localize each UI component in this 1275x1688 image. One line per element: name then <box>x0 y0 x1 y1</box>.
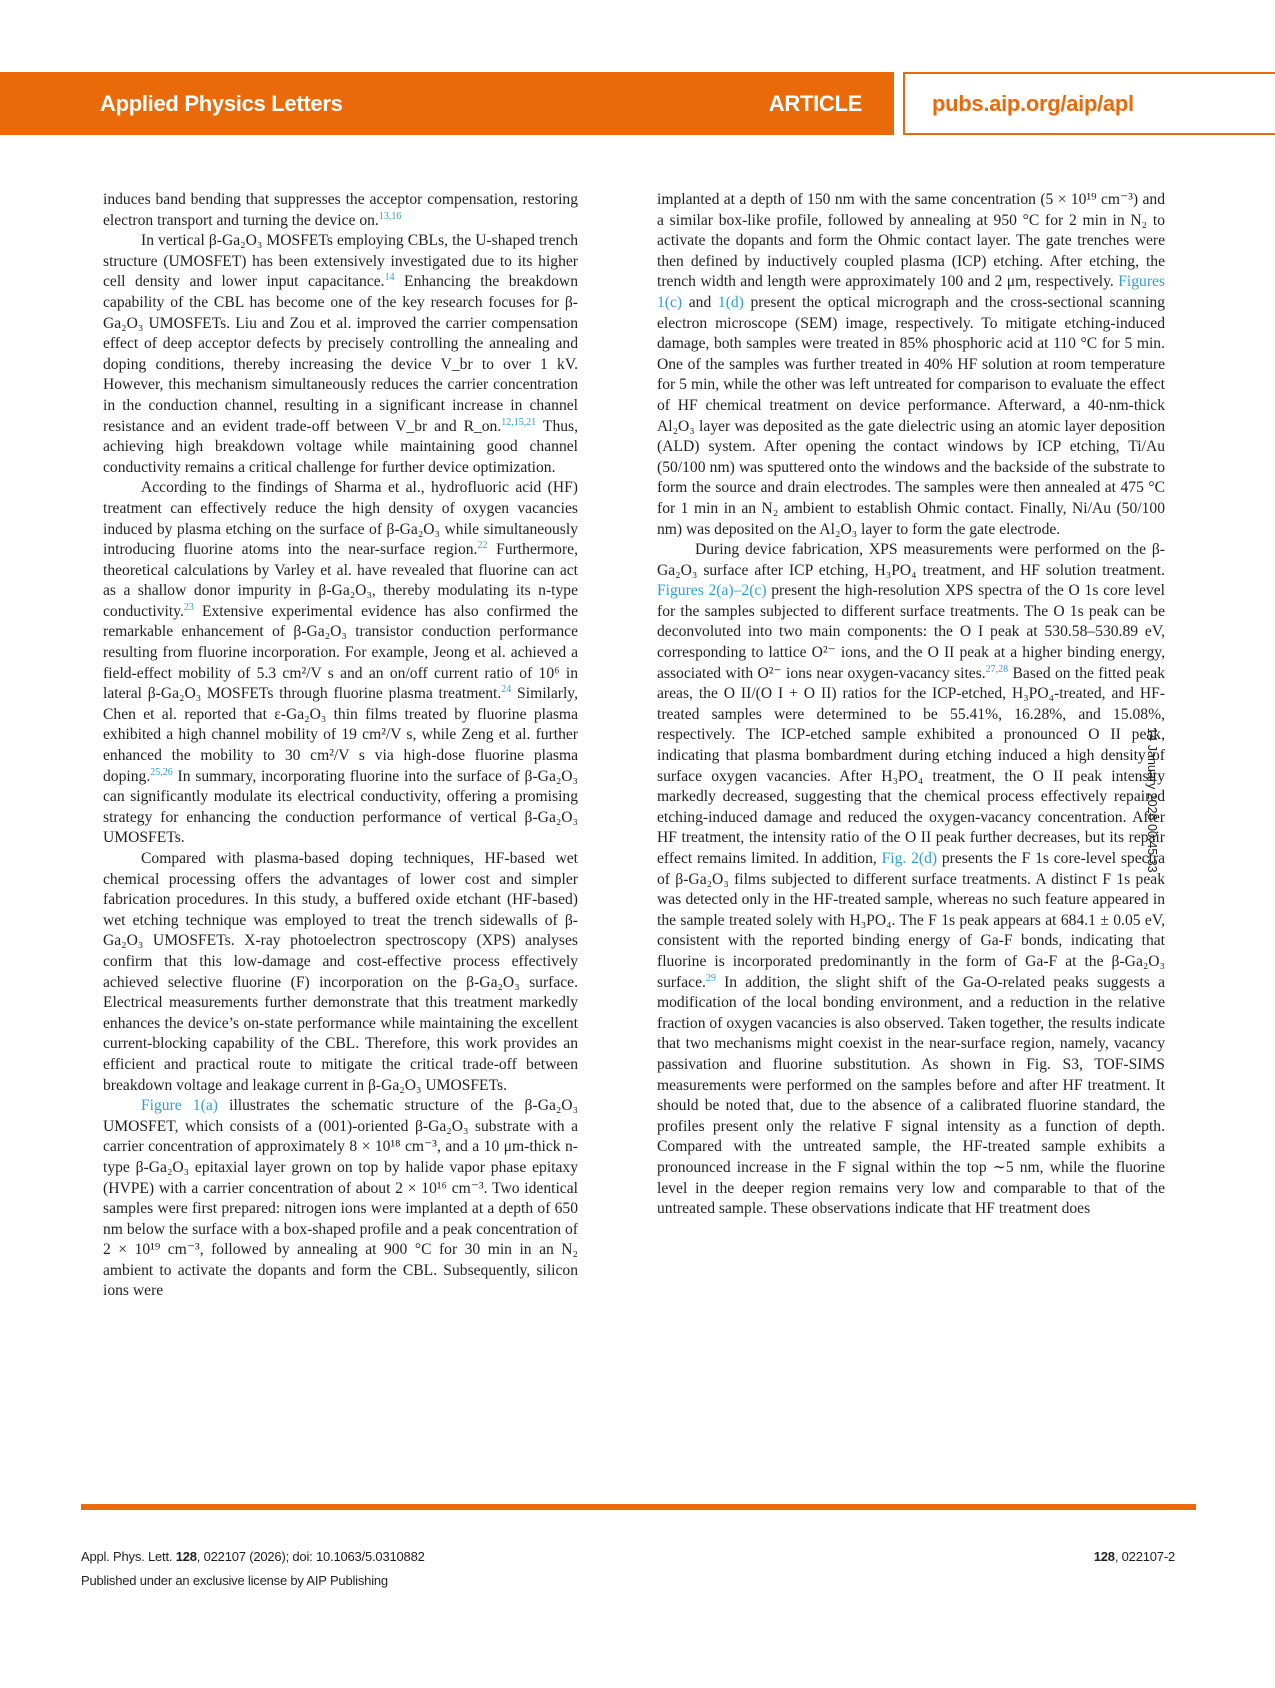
journal-url-box <box>903 72 1275 135</box>
paragraph-text: present the high-resolution XPS spectra of the O 1s core level for the samples subjected to different surface treatments. The O 1s peak can be deconvoluted into two main components: the O I peak at 530.58–530.89 eV, corresponding to lattice O²⁻ ions, and the O II peak at a higher binding energy, associated with O²⁻ ions near oxygen-vacancy sites. <box>657 582 1166 682</box>
paragraph-text: induces band bending that suppresses the acceptor compensation, restoring electron transport and turning the device on. <box>103 191 578 229</box>
paragraph-text: Based on the fitted peak areas, the O II/(O I + O II) ratios for the ICP-etched, H₃PO₄-treated, and HF-treated samples were determined to be 55.41%, 16.28%, and 15.08%, respectively. The ICP-etched sample exhibited a pronounced O II peak, indicating that plasma bombardment during etching induced a high density of surface oxygen vacancies. After H₃PO₄ treatment, the O II peak intensity markedly decreased, suggesting that the chemical process effectively repaired etching-induced damage and reduced the oxygen-vacancy concentration. After HF treatment, the intensity ratio of the O II peak further decreases, but its repair effect remains limited. In addition, <box>657 664 1165 867</box>
paragraph-text: In addition, the slight shift of the Ga-O-related peaks suggests a modification of the local bonding environment, and a reduction in the relative fraction of oxygen vacancies is also observed. Taken together, the results indicate that two mechanisms might coexist in the near-surface region, namely, vacancy passivation and fluorine substitution. As shown in Fig. S3, TOF-SIMS measurements were performed on the samples before and after HF treatment. It should be noted that, due to the absence of a calibrated fluorine standard, the profiles present only the relative F signal intensity as a function of depth. Compared with the untreated sample, the HF-treated sample exhibits a pronounced increase in the F signal within the top ∼5 nm, while the fluorine level in the deeper region remains very low and comparable to that of the untreated sample. These observations indicate that HF treatment does <box>657 973 1165 1218</box>
right-text-column <box>657 190 1165 1220</box>
paragraph-text: implanted at a depth of 150 nm with the same concentration (5 × 10¹⁹ cm⁻³) and a similar box-like profile, followed by annealing at 950 °C for 2 min in N₂ to activate the dopants and form the Ohmic contact layer. The gate trenches were then defined by inductively coupled plasma (ICP) etching. After etching, the trench width and length were approximately 100 and 2 μm, respectively. <box>657 191 1165 291</box>
citation-link[interactable]: 24 <box>501 684 512 696</box>
citation-link[interactable]: 22 <box>477 540 488 552</box>
paragraph-text: illustrates the schematic structure of the β-Ga₂O₃ UMOSFET, which consists of a (001)-oriented β-Ga₂O₃ substrate with a carrier concentration of approximately 8 × 10¹⁸ cm⁻³, and a 10 μm-thick n-type β-Ga₂O₃ epitaxial layer grown on top by halide vapor phase epitaxy (HVPE) with a carrier concentration of about 2 × 10¹⁶ cm⁻³. Two identical samples were first prepared: nitrogen ions were implanted at a depth of 650 nm below the surface with a box-shaped profile and a peak concentration of 2 × 10¹⁹ cm⁻³, followed by annealing at 900 °C for 30 min in an N₂ ambient to activate the dopants and form the CBL. Subsequently, silicon ions were <box>103 1097 579 1300</box>
paragraph <box>103 478 578 849</box>
citation-link[interactable]: 12,15,21 <box>501 416 537 428</box>
paragraph-text: In vertical β-Ga₂O₃ MOSFETs employing CBLs, the U-shaped trench structure (UMOSFET) has been extensively investigated due to its higher cell density and lower input capacitance. <box>103 232 578 291</box>
paragraph <box>103 231 578 478</box>
paragraph-text: Enhancing the breakdown capability of the CBL has become one of the key research focuses for β-Ga₂O₃ UMOSFETs. Liu and Zou et al. improved the carrier compensation effect of deep acceptor defects by precisely controlling the annealing and doping conditions, thereby increasing the device V_br to over 1 kV. However, this mechanism simultaneously reduces the carrier concentration in the conduction channel, resulting in a significant increase in channel resistance and an evident trade-off between V_br and R_on. <box>103 273 578 435</box>
paragraph <box>657 540 1165 1220</box>
figure-link[interactable]: Fig. 2(d) <box>881 850 938 867</box>
article-type-label: ARTICLE <box>768 91 862 116</box>
paragraph-text: Extensive experimental evidence has also confirmed the remarkable enhancement of β-Ga₂O₃ transistor conduction performance resulting from fluorine incorporation. For example, Jeong et al. achieved a field-effect mobility of 5.3 cm²/V s and an on/off current ratio of 10⁶ in lateral β-Ga₂O₃ MOSFETs through fluorine plasma treatment. <box>103 602 578 703</box>
paragraph-text: presents the F 1s core-level spectra of β-Ga₂O₃ films subjected to different surface treatments. A distinct F 1s peak was detected only in the HF-treated sample, whereas no such feature appeared in the sample treated solely with H₃PO₄. The F 1s peak appears at 684.1 ± 0.05 eV, consistent with the reported binding energy of Ga-F bonds, indicating that fluorine is incorporated predominantly in the form of Ga-F at the β-Ga₂O₃ surface. <box>657 850 1166 991</box>
citation-link[interactable]: 27,28 <box>985 663 1009 675</box>
paragraph-text: present the optical micrograph and the cross-sectional scanning electron microscope (SEM) image, respectively. To mitigate etching-induced damage, both samples were treated in 85% phosphoric acid at 110 °C for 5 min. One of the samples was further treated in 40% HF solution at room temperature for 5 min, while the other was left untreated for comparison to evaluate the effect of HF chemical treatment on device performance. Afterward, a 40-nm-thick Al₂O₃ layer was deposited as the gate dielectric using an atomic layer deposition (ALD) system. After opening the contact windows by ICP etching, Ti/Au (50/100 nm) was sputtered onto the windows and the backside of the substrate to form the source and drain electrodes. The samples were then annealed at 475 °C for 1 min in an N₂ ambient to establish Ohmic contact. Finally, Ni/Au (50/100 nm) was deposited on the Al₂O₃ layer to form the gate electrode. <box>657 293 1165 538</box>
citation-link[interactable]: 29 <box>705 972 716 984</box>
paragraph-text: and <box>682 293 718 311</box>
footer-page-number <box>1094 1549 1175 1564</box>
citation-link[interactable]: 23 <box>183 601 194 613</box>
figure-link[interactable]: Figures 1(c) <box>657 273 1165 311</box>
citation-link[interactable]: 13,16 <box>378 210 402 222</box>
footer-license: Published under an exclusive license by AIP Publishing <box>81 1573 388 1588</box>
paragraph: Compared with plasma-based doping techniques, HF-based wet chemical processing offers the advantages of lower cost and simpler fabrication procedures. In this study, a buffered oxide etchant (HF-based) wet etching technique was employed to treat the trench sidewalls of β-Ga₂O₃ UMOSFETs. X-ray photoelectron spectroscopy (XPS) analyses confirm that this low-damage and cost-effective process effectively achieved selective fluorine (F) incorporation on the β-Ga₂O₃ surface. Electrical measurements further demonstrate that this treatment markedly enhances the device’s on-state performance while maintaining the excellent current-blocking capability of the CBL. Therefore, this work provides an efficient and practical route to mitigate the critical trade-off between breakdown voltage and leakage current in β-Ga₂O₃ UMOSFETs. <box>103 850 578 1094</box>
figure-link[interactable]: Figures 2(a)–2(c) <box>657 582 767 600</box>
figure-link[interactable]: Figure 1(a) <box>141 1097 218 1115</box>
page-number: , 022107-2 <box>1114 1549 1175 1564</box>
citation-doi: , 022107 (2026); doi: 10.1063/5.0310882 <box>196 1549 425 1564</box>
download-timestamp: 14 January 2026 00:45:33 <box>1145 727 1159 873</box>
paragraph <box>103 190 578 231</box>
paragraph-text: In summary, incorporating fluorine into the surface of β-Ga₂O₃ can significantly modulate its electrical conductivity, offering a promising strategy for enhancing the conduction performance of vertical β-Ga₂O₃ UMOSFETs. <box>103 767 578 847</box>
footer-rule <box>81 1504 1196 1510</box>
left-text-column <box>103 190 578 1302</box>
paragraph-text: Furthermore, theoretical calculations by Varley et al. have revealed that fluorine can act as a shallow donor impurity in β-Ga₂O₃, thereby modulating its n-type conductivity. <box>103 541 578 620</box>
citation-link[interactable]: 14 <box>384 272 395 284</box>
paragraph-text: During device fabrication, XPS measurements were performed on the β-Ga₂O₃ surface after ICP etching, H₃PO₄ treatment, and HF solution treatment. <box>657 541 1165 579</box>
citation-prefix: Appl. Phys. Lett. <box>81 1549 176 1564</box>
journal-header-bar <box>0 72 894 135</box>
paragraph <box>103 1096 578 1302</box>
journal-url-link[interactable]: pubs.aip.org/aip/apl <box>932 91 1134 116</box>
paragraph-text: According to the findings of Sharma et al., hydrofluoric acid (HF) treatment can effectively reduce the high density of oxygen vacancies induced by plasma etching on the surface of β-Ga₂O₃ while simultaneously introducing fluorine atoms into the near-surface region. <box>103 479 578 559</box>
journal-title: Applied Physics Letters <box>100 91 343 116</box>
paragraph <box>657 190 1165 540</box>
footer-citation <box>81 1549 425 1564</box>
citation-link[interactable]: 25,26 <box>150 766 173 778</box>
figure-link[interactable]: 1(d) <box>717 293 744 311</box>
page-volume: 128 <box>1093 1549 1115 1564</box>
paragraph-text: Similarly, Chen et al. reported that ε-Ga₂O₃ thin films treated by fluorine plasma exhibited a high channel mobility of 19 cm²/V s, while Zeng et al. further enhanced the mobility to 30 cm²/V s via high-dose fluorine plasma doping. <box>103 685 578 785</box>
paragraph-text: Thus, achieving high breakdown voltage while maintaining good channel conductivity remains a critical challenge for further device optimization. <box>103 417 579 476</box>
citation-volume: 128 <box>175 1549 197 1564</box>
